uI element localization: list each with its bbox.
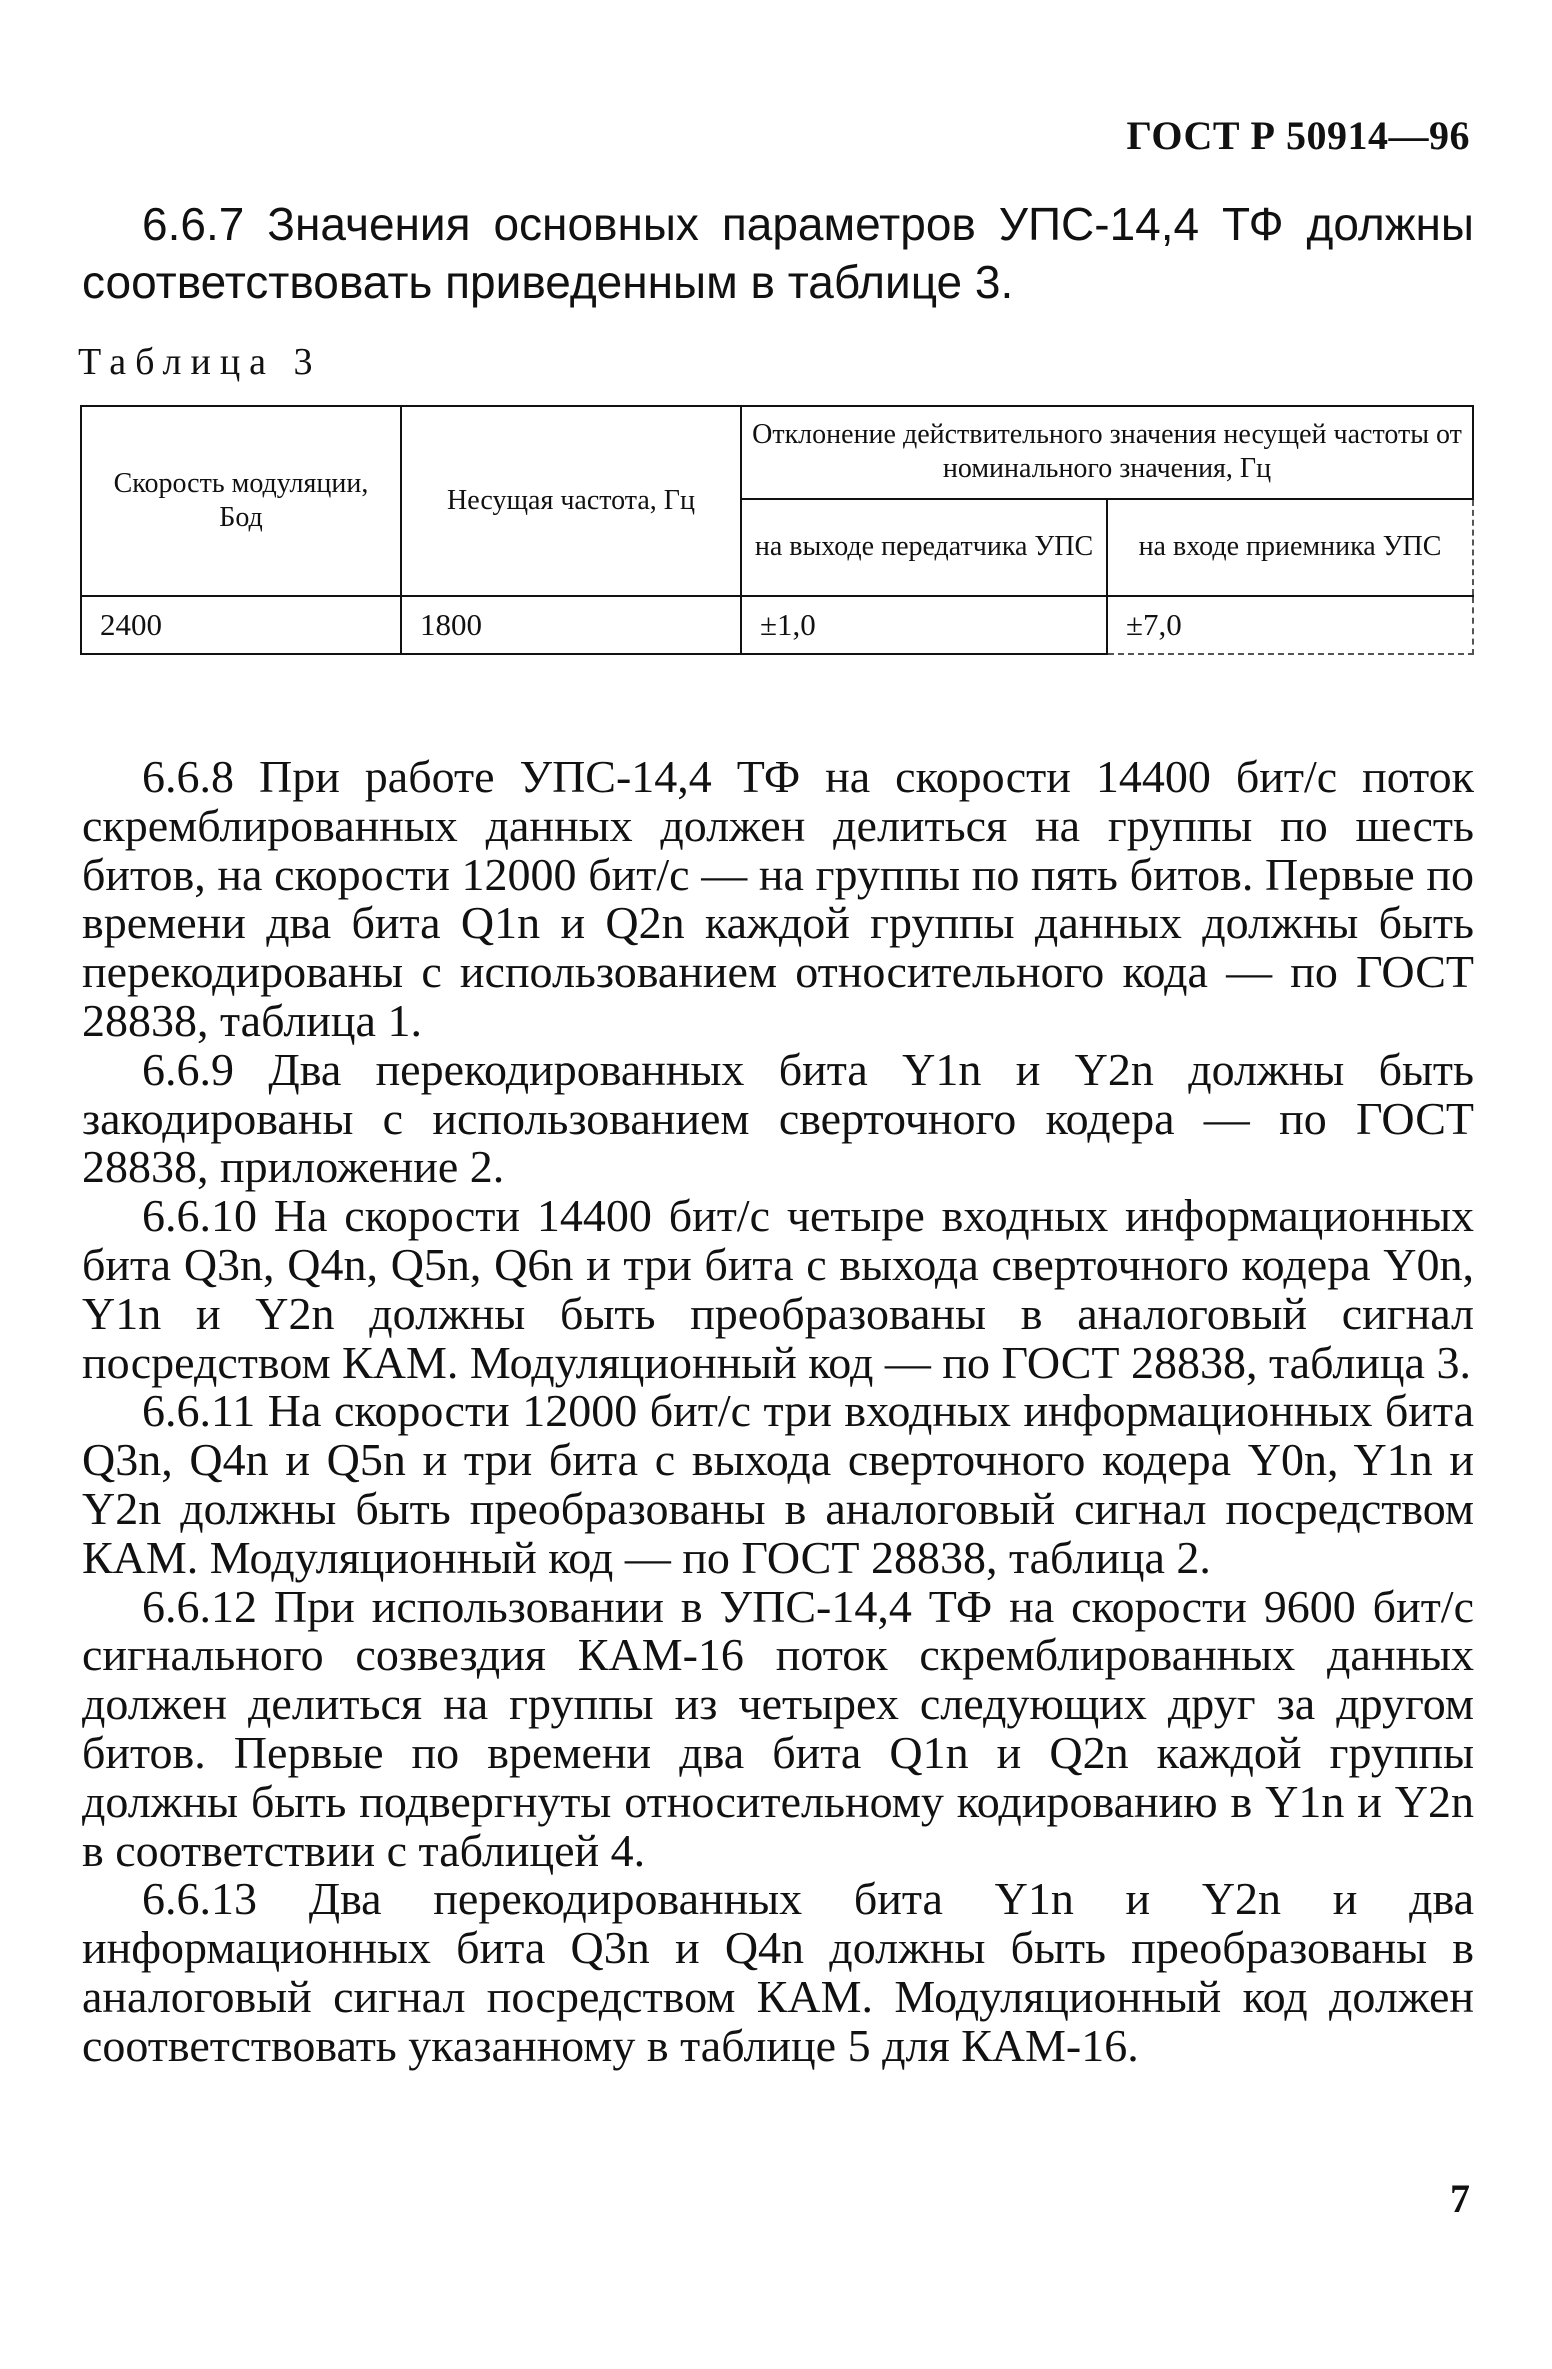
cell-rx-deviation: ±7,0: [1107, 596, 1473, 654]
section-6-6-10: 6.6.10 На скорости 14400 бит/с четыре входных информационных бита Q3n, Q4n, Q5n, Q6n и три бита с выхода сверточного кодера Y0n, Y1n и Y2n должны быть преобразованы в аналоговый сигнал посредством КАМ. Модуляционный код — по ГОСТ 28838, таблица 3.: [82, 1190, 1474, 1388]
body-text: [82, 753, 1474, 2071]
section-6-6-9: 6.6.9 Два перекодированных бита Y1n и Y2n должны быть закодированы с использованием сверточного кодера — по ГОСТ 28838, приложение 2.: [82, 1043, 1474, 1193]
header-tx-output: на выходе передатчика УПС: [741, 499, 1107, 596]
cell-carrier: 1800: [401, 596, 741, 654]
table-row: [81, 596, 1473, 654]
table-caption: Таблица 3: [78, 341, 322, 383]
header-modulation-speed: Скорость модуляции, Бод: [81, 406, 401, 596]
section-6-6-11: 6.6.11 На скорости 12000 бит/с три входных информационных бита Q3n, Q4n и Q5n и три бита с выхода сверточного кодера Y0n, Y1n и Y2n должны быть преобразованы в аналоговый сигнал посредством КАМ. Модуляционный код — по ГОСТ 28838, таблица 2.: [82, 1385, 1474, 1583]
section-6-6-8: 6.6.8 При работе УПС-14,4 ТФ на скорости 14400 бит/с поток скремблированных данных должен делиться на группы по шесть битов, на скорости 12000 бит/с — на группы по пять битов. Первые по времени два бита Q1n и Q2n каждой группы данных должны быть перекодированы с использованием относительного кода — по ГОСТ 28838, таблица 1.: [82, 751, 1474, 1046]
header-deviation-group: Отклонение действительного значения несущей частоты от номинального значения, Гц: [741, 406, 1473, 499]
parameters-table: [80, 405, 1474, 655]
document-code-header: ГОСТ Р 50914—96: [1126, 113, 1470, 158]
section-6-6-7: 6.6.7 Значения основных параметров УПС-14,4 ТФ должны соответствовать приведенным в таблице 3.: [82, 198, 1474, 308]
cell-tx-deviation: ±1,0: [741, 596, 1107, 654]
table-header-row: [81, 406, 1473, 499]
page-number: 7: [1450, 2176, 1470, 2221]
section-6-6-12: 6.6.12 При использовании в УПС-14,4 ТФ на скорости 9600 бит/с сигнального созвездия КАМ-16 поток скремблированных данных должен делиться на группы из четырех следующих друг за другом битов. Первые по времени два бита Q1n и Q2n каждой группы должны быть подвергнуты относительному кодированию в Y1n и Y2n в соответствии с таблицей 4.: [82, 1580, 1474, 1876]
header-rx-input: на входе приемника УПС: [1107, 499, 1473, 596]
header-carrier-frequency: Несущая частота, Гц: [401, 406, 741, 596]
section-6-6-13: 6.6.13 Два перекодированных бита Y1n и Y2n и два информационных бита Q3n и Q4n должны быть преобразованы в аналоговый сигнал посредством КАМ. Модуляционный код должен соответствовать указанному в таблице 5 для КАМ-16.: [82, 1873, 1474, 2071]
cell-speed: 2400: [81, 596, 401, 654]
